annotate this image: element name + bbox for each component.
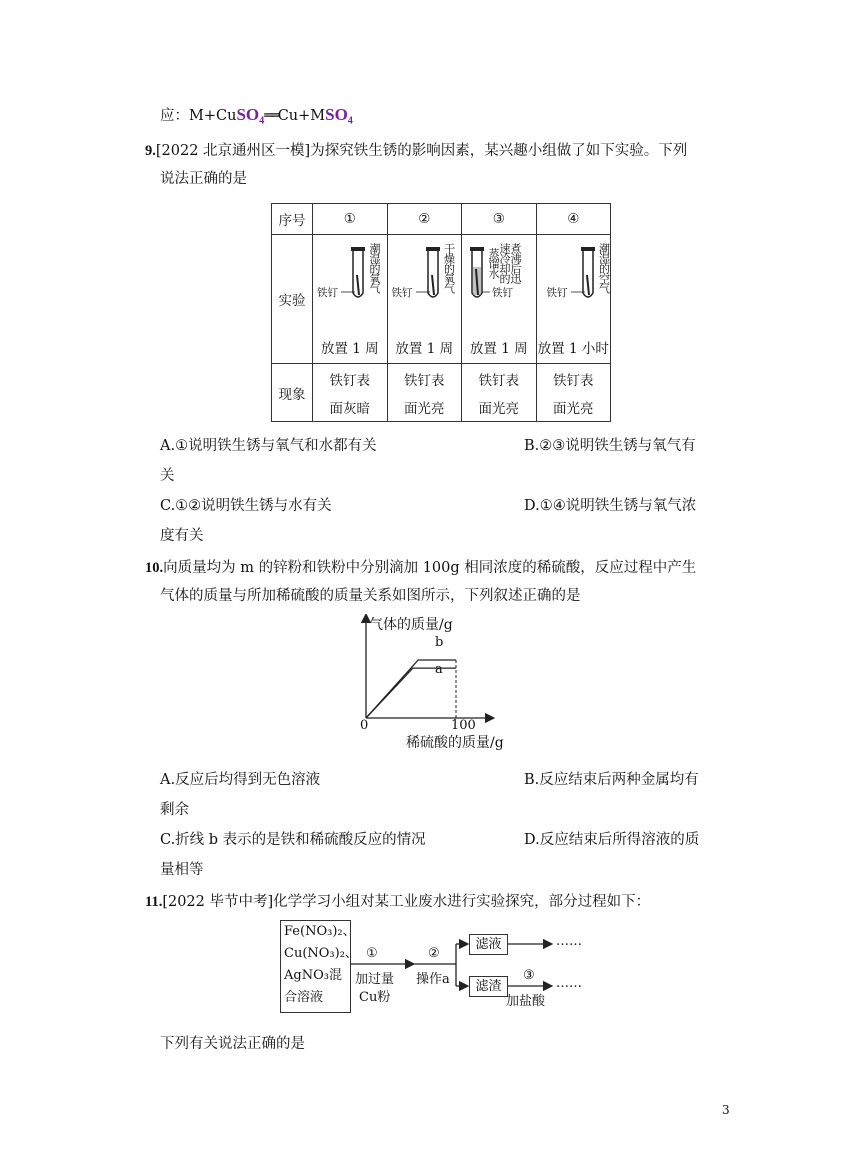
equals-sign: ══ <box>264 108 278 124</box>
series-a-label: a <box>435 662 443 677</box>
obs-text: 面光亮 <box>478 400 519 417</box>
series-b-label: b <box>435 635 444 650</box>
q9-stem-line1 <box>145 139 687 160</box>
flow-diagram <box>280 920 590 1015</box>
so4-formula: SO₄ <box>236 105 265 124</box>
q10-option-b: B.反应结束后两种金属均有 <box>524 772 699 788</box>
equation-text: 应：M+Cu <box>160 108 237 124</box>
equation-line <box>160 104 353 125</box>
row-label: 现象 <box>272 364 313 422</box>
mix-line: AgNO₃混 <box>284 968 342 983</box>
obs-text: 面光亮 <box>404 400 445 417</box>
question-number: 9. <box>145 143 156 159</box>
obs-text: 面灰暗 <box>329 400 370 417</box>
mix-line: Fe(NO₃)₂、 <box>284 924 356 939</box>
chart-origin-label: 0 <box>360 718 369 733</box>
chart-ylabel: 气体的质量/g <box>369 617 453 633</box>
step2-label: 操作a <box>416 972 450 987</box>
step1-label: 加过量 <box>355 972 395 987</box>
q11-stem <box>145 890 650 911</box>
experiment-table <box>271 203 611 422</box>
mix-line: Cu(NO₃)₂、 <box>284 946 358 961</box>
step3-number: ③ <box>523 968 535 983</box>
filtrate-box: 滤液 <box>469 934 508 955</box>
table-header: ② <box>387 204 462 235</box>
tube-label: 潮湿的空气 <box>597 243 611 293</box>
tube-label: 煮沸后迅速冷却的蒸馏水 <box>487 243 522 283</box>
q10-option-a: A.反应后均得到无色溶液 <box>160 772 321 788</box>
obs-text: 铁钉表 <box>553 372 594 389</box>
q11-text: [2022 毕节中考]化学学习小组对某工业废水进行实验探究，部分过程如下： <box>162 894 651 910</box>
obs-text: 铁钉表 <box>404 372 445 389</box>
duration-label: 放置 1 周 <box>469 341 528 357</box>
obs-text: 铁钉表 <box>329 372 370 389</box>
nail-label: 铁钉 <box>546 287 568 299</box>
duration-label: 放置 1 小时 <box>537 341 609 357</box>
ellipsis: …… <box>556 976 582 991</box>
chart-xlabel: 稀硫酸的质量/g <box>406 735 504 751</box>
observation-cell <box>313 364 388 422</box>
q9-option-a: A.①说明铁生锈与氧气和水都有关 <box>160 438 377 454</box>
observation-cell <box>462 364 537 422</box>
q9-option-c: C.①②说明铁生锈与水有关 <box>160 498 332 514</box>
observation-cell <box>536 364 611 422</box>
table-header: ④ <box>536 204 611 235</box>
q9-option-b-cont: 关 <box>160 468 175 484</box>
tube-label: 潮湿的氧气 <box>368 243 381 293</box>
q10-text: 向质量均为 m 的锌粉和铁粉中分别滴加 100g 相同浓度的稀硫酸，反应过程中产生 <box>163 560 697 576</box>
q11-tail: 下列有关说法正确的是 <box>160 1036 305 1052</box>
equation-text: Cu+M <box>277 108 326 124</box>
step3-label: 加盐酸 <box>506 994 546 1009</box>
experiment-cell <box>313 235 388 364</box>
duration-label: 放置 1 周 <box>320 341 379 357</box>
question-number: 11. <box>145 894 163 910</box>
q10-option-c: C.折线 b 表示的是铁和稀硫酸反应的情况 <box>160 832 426 848</box>
question-number: 10. <box>145 560 164 576</box>
q10-option-d: D.反应结束后所得溶液的质 <box>524 832 700 848</box>
nail-label: 铁钉 <box>391 287 413 299</box>
q9-stem-line2: 说法正确的是 <box>160 171 247 187</box>
q9-text: [2022 北京通州区一模]为探究铁生锈的影响因素，某兴趣小组做了如下实验。下列 <box>155 143 688 159</box>
nail-label: 铁钉 <box>317 287 338 299</box>
q10-option-d-cont: 量相等 <box>160 862 204 878</box>
page-number: 3 <box>722 1103 730 1117</box>
q9-option-d: D.①④说明铁生锈与氧气浓 <box>524 498 697 514</box>
nail-label: 铁钉 <box>492 287 513 299</box>
residue-box: 滤渣 <box>469 976 508 997</box>
step2-number: ② <box>428 946 440 961</box>
row-label: 实验 <box>272 235 313 364</box>
q9-option-d-cont: 度有关 <box>160 528 204 544</box>
obs-text: 面光亮 <box>553 400 594 417</box>
q10-stem-line2: 气体的质量与所加稀硫酸的质量关系如图所示，下列叙述正确的是 <box>160 588 581 604</box>
mix-line: 合溶液 <box>284 990 324 1005</box>
table-header: ① <box>313 204 388 235</box>
q10-option-b-cont: 剩余 <box>160 802 189 818</box>
step1-number: ① <box>366 946 378 961</box>
experiment-cell <box>462 235 537 364</box>
experiment-cell <box>387 235 462 364</box>
experiment-cell <box>536 235 611 364</box>
table-header: 序号 <box>272 204 313 235</box>
q9-option-b: B.②③说明铁生锈与氧气有 <box>524 438 696 454</box>
ellipsis: …… <box>556 934 582 949</box>
so4-formula: SO₄ <box>325 105 353 124</box>
observation-cell <box>387 364 462 422</box>
tube-label: 干燥的氧气 <box>442 243 456 293</box>
obs-text: 铁钉表 <box>478 372 519 389</box>
chart-xtick-100: 100 <box>451 718 476 733</box>
duration-label: 放置 1 周 <box>395 341 454 357</box>
q10-stem-line1 <box>145 556 696 577</box>
step1-label: Cu粉 <box>359 990 391 1005</box>
table-header: ③ <box>462 204 537 235</box>
